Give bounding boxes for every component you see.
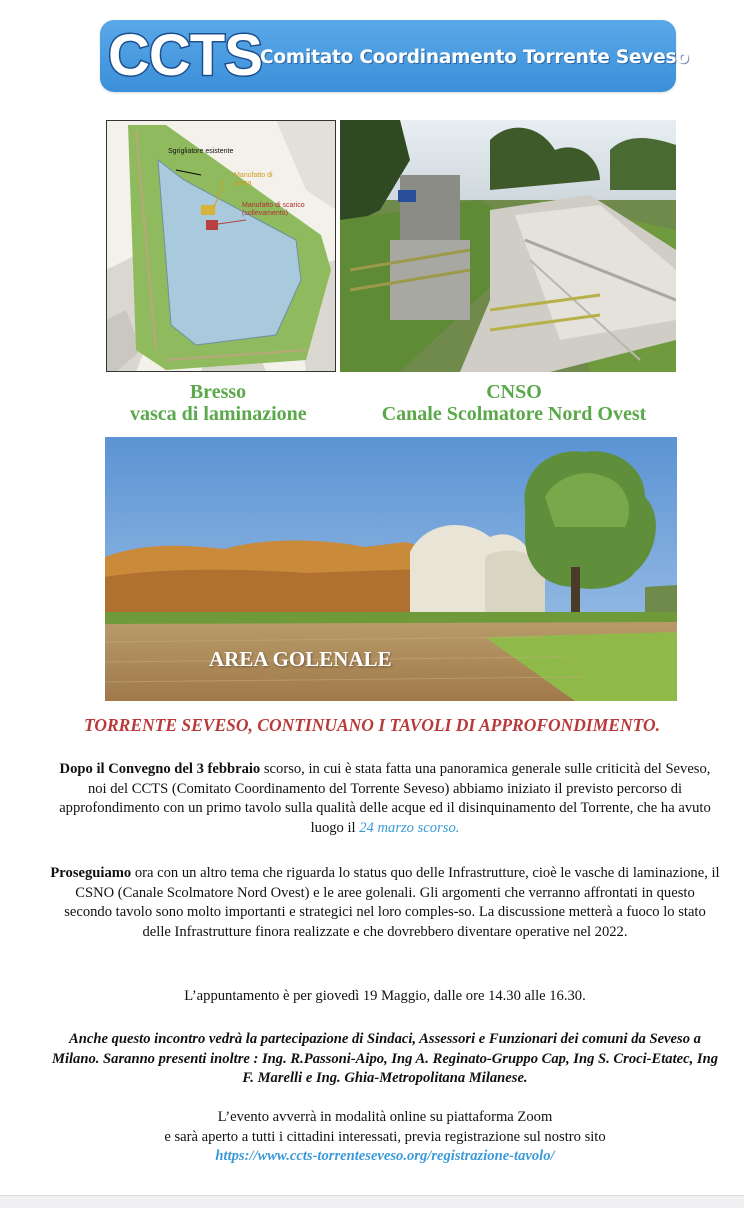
paragraph-appuntamento: L’appuntamento è per giovedì 19 Maggio, dalle ore 14.30 alle 16.30. [184,988,586,1004]
evento-line-2: e sarà aperto a tutti i cittadini interessati, previa registrazione sul nostro sito [164,1128,606,1145]
paragraph-convegno-text: scorso, in cui è stata fatta una panoramica generale sulle criticità del Seveso, noi del CCTS (Comitato Coordinamento del Torrente Seveso) abbiamo iniziato il previsto percorso di approfondimento con un primo tavolo sulla qualità delle acque ed il disinquinamento del Torrente, che ha avuto luogo il [59,761,711,836]
caption-bresso-subtitle: vasca di laminazione [130,403,307,425]
header-banner [100,20,689,92]
cnso-canal-drawing [340,120,676,372]
map-label-scarico: Manufatto di scarico (sollevamento) [242,202,305,217]
footer-bar [0,1195,744,1208]
headline: TORRENTE SEVESO, CONTINUANO I TAVOLI DI APPROFONDIMENTO. [84,715,660,735]
cnso-canal-photo [340,120,676,372]
org-name: Comitato Coordinamento Torrente Seveso [260,47,689,68]
bresso-map-drawing [106,120,336,372]
ccts-logo: CCTS [108,23,262,88]
paragraph-convegno [50,760,720,838]
caption-bresso-title: Bresso [189,381,247,403]
caption-bresso [130,381,307,425]
paragraph-convegno-lead: Dopo il Convegno del 3 febbraio [59,761,261,777]
map-label-sgrigliatore: Sgrigliatore esistente [168,148,234,155]
paragraph-proseguiamo-text: ora con un altro tema che riguarda lo status quo delle Infrastrutture, cioè le vasche di laminazione, il CSNO (Canale Scolmatore Nord Ovest) e le aree golenali. Gli argomenti che verranno affrontati in questo secondo tavolo sono molto importanti e strategici nel loro comples-so. La discussione metterà a fuoco lo stato delle Infrastrutture finora realizzate e che dovrebbero diventare operative nel 2022. [64,865,720,940]
caption-cnso-title: CNSO [486,381,542,403]
caption-cnso-subtitle: Canale Scolmatore Nord Ovest [381,403,647,425]
paragraph-proseguiamo [50,864,720,942]
paragraph-proseguiamo-lead: Proseguiamo [50,865,132,881]
caption-cnso [350,381,678,425]
map-label-presa: Manufatto di presa [234,172,273,187]
evento-line-1: L’evento avverrà in modalità online su piattaforma Zoom [217,1109,553,1125]
area-golenale-photo [105,437,677,701]
bresso-map-image [106,120,336,372]
registration-link[interactable]: https://www.ccts-torrenteseveso.org/registrazione-tavolo/ [215,1148,555,1165]
area-golenale-label: AREA GOLENALE [209,647,392,671]
paragraph-partecipanti: Anche questo incontro vedrà la partecipazione di Sindaci, Assessori e Funzionari dei comuni da Seveso a Milano. Saranno presenti inoltre : Ing. R.Passoni-Aipo, Ing A. Reginato-Gruppo Cap, Ing S. Croci-Etatec, Ing F. Marelli e Ing. Ghia-Metropolitana Milanese. [51,1031,719,1087]
date-link-24-marzo[interactable]: 24 marzo scorso. [359,819,460,836]
paragraph-evento [50,1108,720,1167]
